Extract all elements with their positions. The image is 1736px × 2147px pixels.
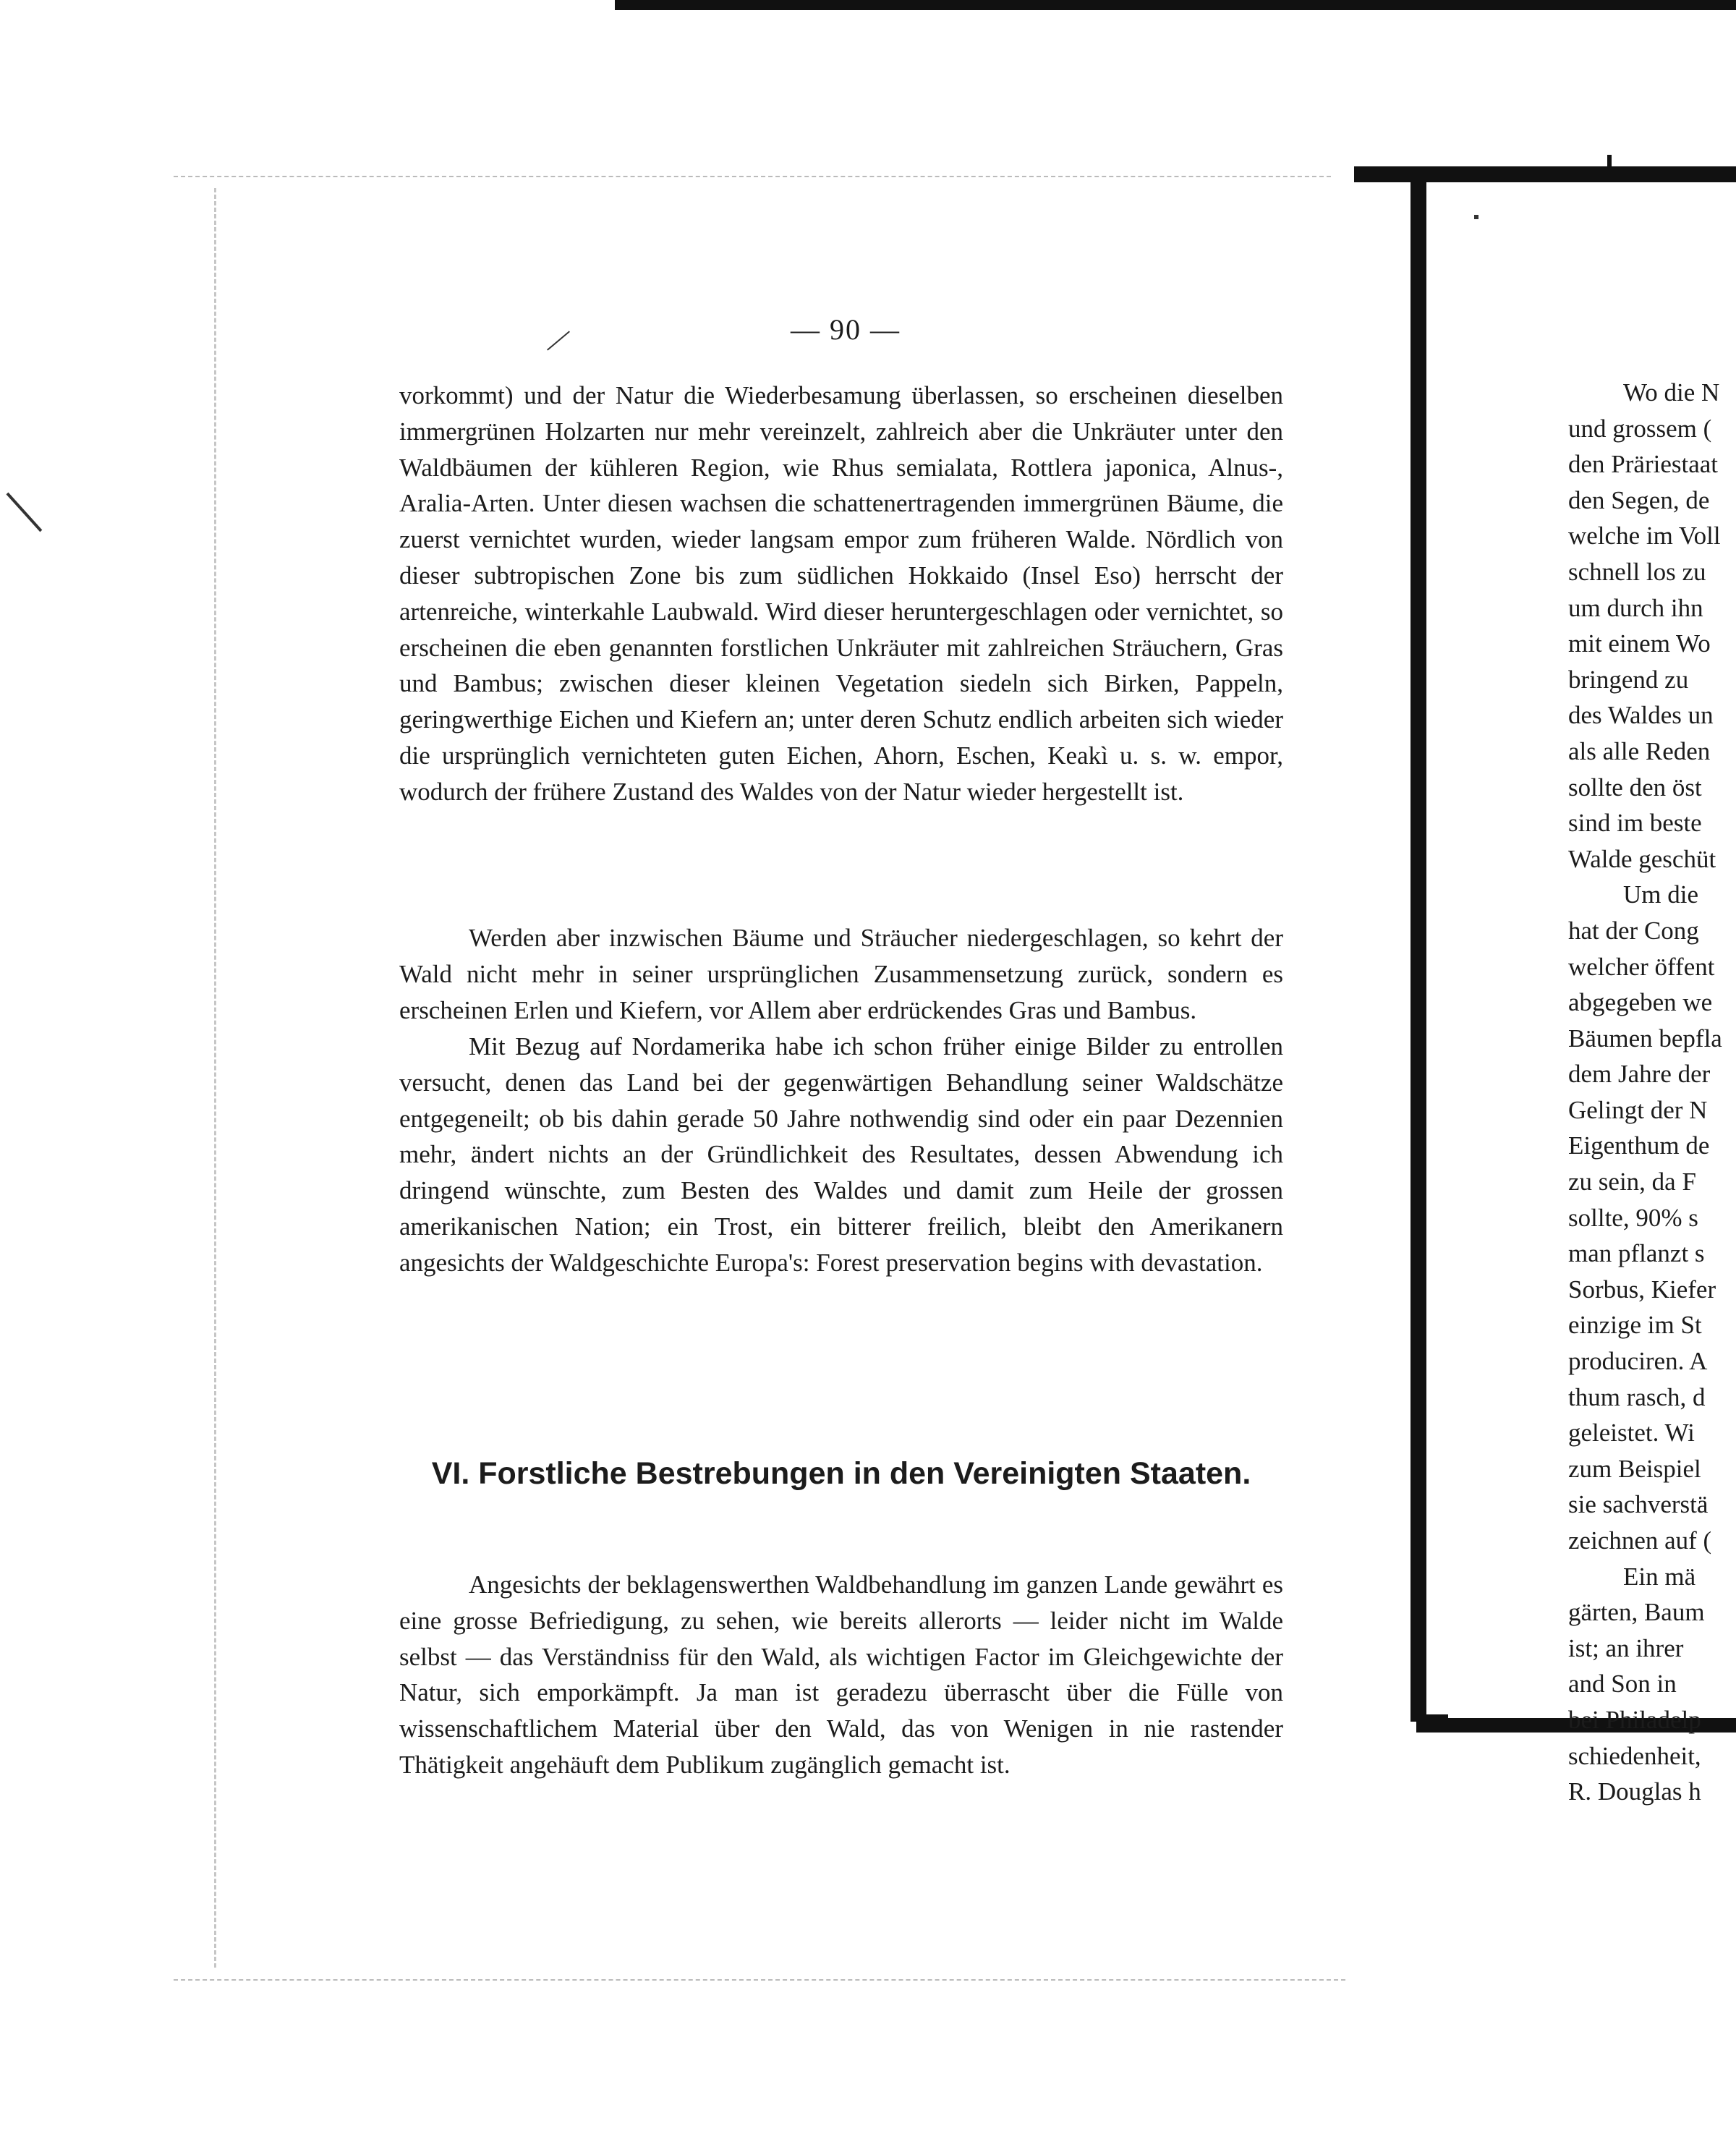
right-page-line: abgegeben we <box>1568 988 1713 1017</box>
right-page-line: einzige im St <box>1568 1311 1702 1340</box>
right-page-line: des Waldes un <box>1568 701 1714 730</box>
right-page-line: zu sein, da F <box>1568 1168 1696 1196</box>
right-page-line: gärten, Baum <box>1568 1598 1705 1627</box>
right-page-fragment <box>1568 375 1736 1806</box>
right-page-line: dem Jahre der <box>1568 1060 1711 1089</box>
section-heading: VI. Forstliche Bestrebungen in den Vereinigten Staaten. <box>431 1456 1251 1491</box>
right-page-line: als alle Reden <box>1568 736 1711 765</box>
right-page-line: welche im Voll <box>1568 522 1721 550</box>
right-page-line: Walde geschüt <box>1568 844 1716 873</box>
right-page-line: zum Beispiel <box>1568 1454 1701 1483</box>
right-page-line: produciren. A <box>1568 1347 1708 1376</box>
binder-tick <box>1607 155 1612 171</box>
right-page-line: und grossem ( <box>1568 414 1712 443</box>
page-edge-dashes-top <box>174 176 1331 177</box>
right-page-line: den Präriestaat <box>1568 450 1718 479</box>
right-page-line: Ein mä <box>1623 1562 1696 1591</box>
section-paragraph: Angesichts der beklagenswerthen Waldbehandlung im ganzen Lande gewährt es eine grosse Befriedigung, zu sehen, wie bereits allerorts — leider nicht im Walde selbst — das Verständniss für den Wald, als wichtigen Factor im Gleichgewichte der Natur, sich emporkämpft. Ja man ist geradezu überrascht über die Fülle von wissenschaftlichem Material über den Wald, das von Wenigen in nie rastender Thätigkeit angehäuft dem Publikum zugänglich gemacht ist. <box>399 1570 1283 1779</box>
right-page-line: Bäumen bepfla <box>1568 1024 1722 1053</box>
paragraph-1: vorkommt) und der Natur die Wiederbesamung überlassen, so erscheinen dieselben immergrünen Holzarten nur mehr vereinzelt, zahlreich aber die Unkräuter unter den Waldbäumen der kühleren Region, wie Rhus semialata, Rottlera japonica, Alnus-, Aralia-Arten. Unter diesen wachsen die schattenertragenden immergrünen Bäume, die zuerst vernichtet wurden, wieder langsam empor zum früheren Walde. Nördlich von dieser subtropischen Zone bis zum südlichen Hokkaido (Insel Eso) herrscht der artenreiche, winterkahle Laubwald. Wird dieser heruntergeschlagen oder vernichtet, so erscheinen die eben genannten forstlichen Unkräuter mit zahlreichen Sträuchern, Gras und Bambus; zwischen dieser kleinen Vegetation siedeln sich Birken, Pappeln, geringwerthige Eichen und Kiefern an; unter deren Schutz endlich arbeiten sich wieder die ursprünglich vernichteten guten Eichen, Ahorn, Eschen, Keakì u. s. w. empor, wodurch der frühere Zustand des Waldes von der Natur wieder hergestellt ist. <box>399 381 1283 806</box>
right-page-line: den Segen, de <box>1568 485 1710 514</box>
right-page-line: um durch ihn <box>1568 593 1703 622</box>
right-page-line: schnell los zu <box>1568 557 1706 586</box>
right-page-line: R. Douglas h <box>1568 1777 1701 1806</box>
paragraph-2: Werden aber inzwischen Bäume und Sträucher niedergeschlagen, so kehrt der Wald nicht mehr in seiner ursprünglichen Zusammensetzung zurück, sondern es erscheinen Erlen und Kiefern, vor Allem aber erdrückendes Gras und Bambus. <box>399 924 1283 1024</box>
right-page-line: Eigenthum de <box>1568 1131 1710 1160</box>
stray-scan-mark <box>7 493 43 532</box>
right-page-line: Um die <box>1623 880 1699 909</box>
page-edge-dashes-left <box>214 188 216 1968</box>
right-page-line: bringend zu <box>1568 665 1689 694</box>
right-page-line: schiedenheit, <box>1568 1741 1701 1770</box>
right-page-line: hat der Cong <box>1568 916 1699 945</box>
right-page-line: sollte, 90% s <box>1568 1203 1698 1232</box>
pencil-mark <box>547 331 570 350</box>
right-page-line: Gelingt der N <box>1568 1095 1708 1124</box>
right-page-line: sind im beste <box>1568 809 1702 838</box>
right-page-line: thum rasch, d <box>1568 1382 1706 1411</box>
right-page-line: zeichnen auf ( <box>1568 1526 1712 1555</box>
right-page-line: welcher öffent <box>1568 952 1715 981</box>
right-page-line: Wo die N <box>1623 378 1720 407</box>
page-edge-dashes-bottom <box>174 1979 1345 1981</box>
right-page-line: geleistet. Wi <box>1568 1419 1695 1447</box>
scan-edge-top <box>615 0 1736 10</box>
page-number: — 90 — <box>791 313 901 346</box>
right-page-line: sie sachverstä <box>1568 1490 1709 1519</box>
right-page-line: bei Philadelp <box>1568 1705 1701 1734</box>
paragraph-3: Mit Bezug auf Nordamerika habe ich schon früher einige Bilder zu entrollen versucht, denen das Land bei der gegenwärtigen Behandlung seiner Waldschätze entgegeneilt; ob bis dahin gerade 50 Jahre nothwendig sind oder ein paar Dezennien mehr, ändert nichts an der Gründlichkeit des Resultates, dessen Abwendung ich dringend wünschte, zum Besten des Waldes und damit zum Heile der grossen amerikanischen Nation; ein Trost, ein bitterer freilich, bleibt den Amerikanern angesichts der Waldgeschichte Europa's: Forest preservation begins with devastation. <box>399 1032 1283 1277</box>
right-page-line: ist; an ihrer <box>1568 1633 1684 1662</box>
right-page-line: sollte den öst <box>1568 773 1702 802</box>
right-page-line: mit einem Wo <box>1568 629 1711 658</box>
binder-dot <box>1474 215 1478 219</box>
right-page-line: Sorbus, Kiefer <box>1568 1275 1716 1304</box>
binder-spine <box>1410 174 1426 1722</box>
right-page-line: and Son in <box>1568 1670 1677 1699</box>
right-page-line: man pflanzt s <box>1568 1239 1705 1268</box>
